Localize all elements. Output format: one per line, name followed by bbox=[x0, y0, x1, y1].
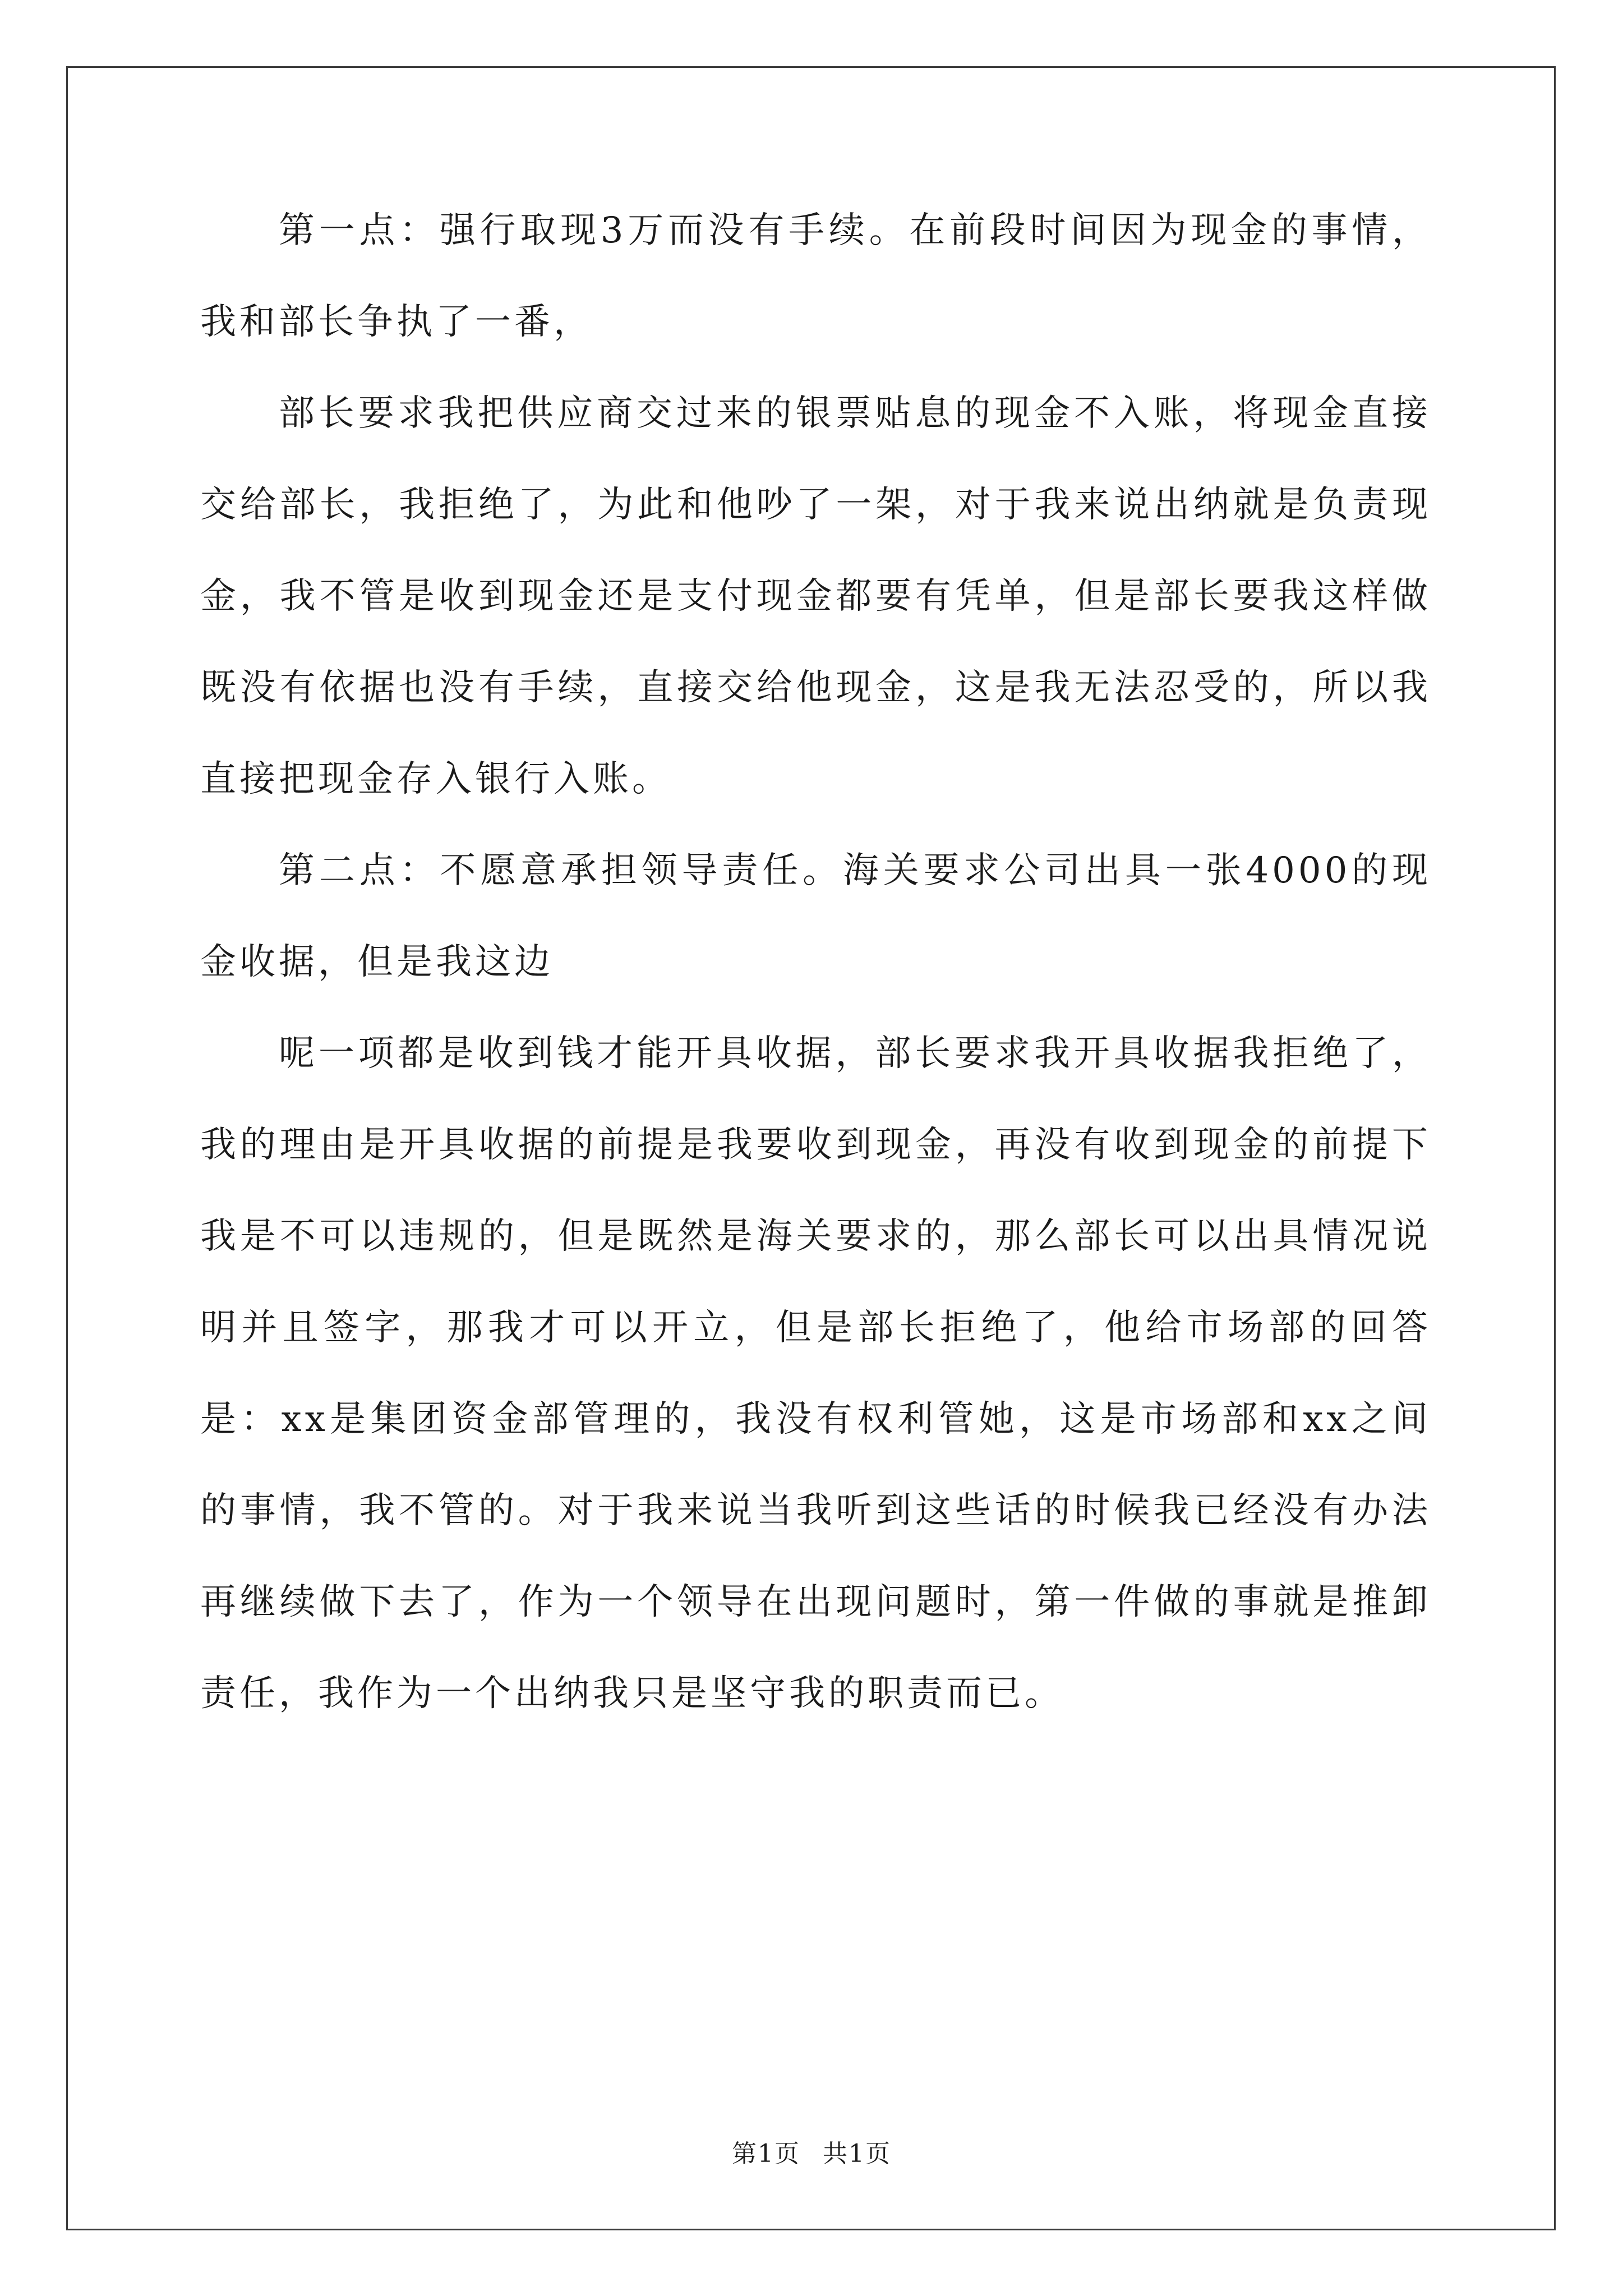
page-footer bbox=[0, 2137, 1623, 2171]
page-number: 第1页 bbox=[732, 2139, 800, 2168]
paragraph-2: 部长要求我把供应商交过来的银票贴息的现金不入账，将现金直接交给部长，我拒绝了，为此和他吵了一架，对于我来说出纳就是负责现金，我不管是收到现金还是支付现金都要有凭单，但是部长要我这样做既没有依据也没有手续，直接交给他现金，这是我无法忍受的，所以我直接把现金存入银行入账。 bbox=[200, 393, 1431, 800]
page-count: 共1页 bbox=[823, 2139, 891, 2168]
paragraph-1: 第一点：强行取现3万而没有手续。在前段时间因为现金的事情，我和部长争执了一番， bbox=[200, 210, 1431, 343]
paragraph-4: 呢一项都是收到钱才能开具收据，部长要求我开具收据我拒绝了，我的理由是开具收据的前提是我要收到现金，再没有收到现金的前提下我是不可以违规的，但是既然是海关要求的，那么部长可以出具情况说明并且签字，那我才可以开立，但是部长拒绝了，他给市场部的回答是：xx是集团资金部管理的，我没有权利管她，这是市场部和xx之间的事情，我不管的。对于我来说当我听到这些话的时候我已经没有办法再继续做下去了，作为一个领导在出现问题时，第一件做的事就是推卸责任，我作为一个出纳我只是坚守我的职责而已。 bbox=[200, 1033, 1431, 1714]
paragraph-3: 第二点：不愿意承担领导责任。海关要求公司出具一张4000的现金收据，但是我这边 bbox=[200, 850, 1431, 983]
document-body bbox=[200, 185, 1431, 1740]
